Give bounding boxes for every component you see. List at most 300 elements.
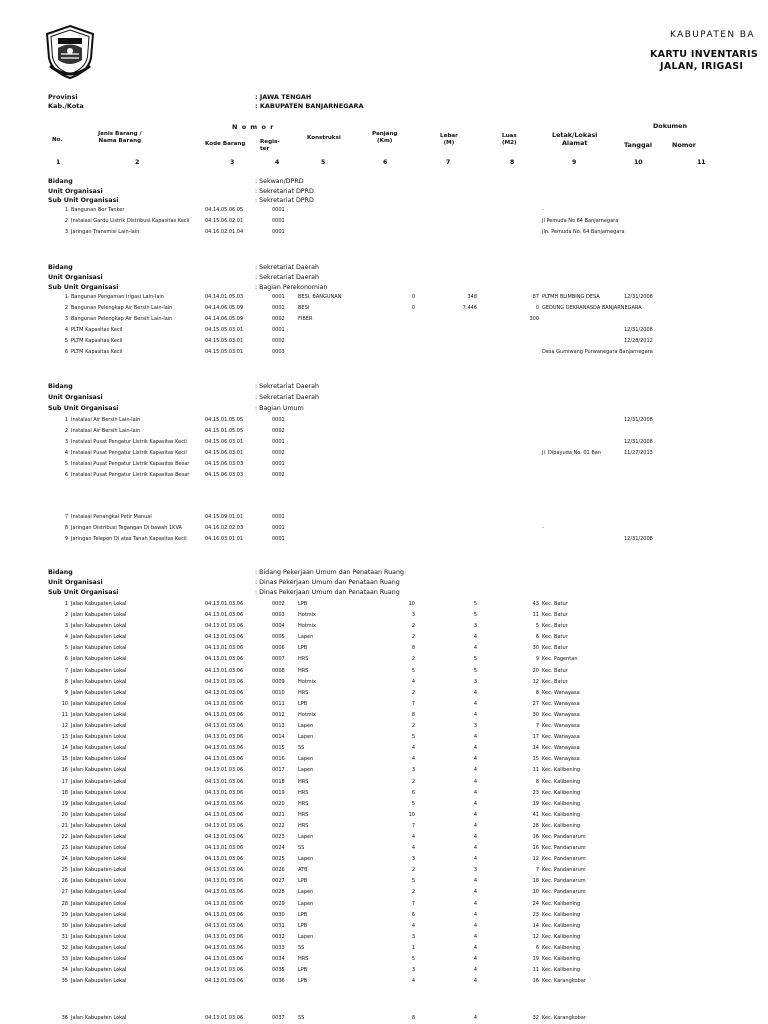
row-number: 26: [61, 878, 68, 885]
item-name: Jaringan Distribusi Tegangan Di bawah 1KVA: [71, 525, 182, 532]
location-address: Kec. Batur: [542, 601, 568, 607]
area-m2: 16: [532, 978, 539, 985]
item-name: Bangunan Pelengkap Air Bersih Lain-lain: [71, 305, 173, 312]
item-code: 04.13.01.03.06: [205, 811, 244, 818]
length-km: 2: [411, 889, 415, 896]
table-row: [0, 788, 768, 799]
col-header-register: Regis- ter: [260, 139, 280, 152]
item-name: Jalan Kabupaten Lokal: [71, 778, 127, 785]
item-name: Bangunan Pengaman Irigasi Lain-lain: [71, 294, 164, 300]
document-date: 11/27/2013: [624, 450, 653, 457]
location-address: Kec. Kalibening: [542, 767, 581, 774]
item-name: Jalan Kabupaten Lokal: [71, 645, 127, 652]
register-number: 0035: [272, 967, 285, 974]
length-km: 7: [411, 822, 415, 829]
item-name: Jalan Kabupaten Lokal: [71, 789, 127, 796]
register-number: 0001: [272, 294, 285, 300]
location-address: Kec. Kalibening: [542, 778, 581, 785]
table-row: [0, 821, 768, 832]
row-number: 29: [61, 911, 68, 918]
length-km: 4: [411, 756, 415, 763]
unit-organisasi-value: : Sekretariat Daerah: [255, 394, 319, 401]
location-address: Kec. Pagentan: [542, 656, 578, 663]
width-m: 4: [473, 789, 477, 796]
item-name: Instalasi Penangkal Petir Manual: [71, 514, 152, 520]
row-number: 1: [64, 207, 68, 213]
register-number: 0002: [272, 338, 285, 345]
item-name: PLTM Kapasitas Kecil: [71, 349, 123, 356]
bidang-value: : Bidang Pekerjaan Umum dan Penataan Ruang: [255, 569, 404, 576]
construction: HRS: [298, 789, 309, 796]
register-number: 0031: [272, 922, 285, 929]
location-address: Kec. Batur: [542, 623, 568, 630]
item-code: 04.13.01.03.06: [205, 889, 244, 896]
area-m2: 32: [532, 1015, 539, 1021]
item-code: 04.15.06.03.01: [205, 439, 244, 446]
construction: HRS: [298, 811, 309, 818]
item-name: Jaringan Telepon Di atas Tanah Kapasitas Kecil: [71, 536, 187, 543]
register-number: 0037: [272, 1015, 285, 1021]
register-number: 0020: [272, 800, 285, 807]
row-number: 1: [64, 601, 68, 607]
length-km: 8: [411, 711, 415, 718]
item-code: 04.13.01.03.06: [205, 845, 244, 852]
area-m2: 11: [532, 767, 539, 774]
location-address: Kec. Kalibening: [542, 900, 581, 907]
organization-name: KABUPATEN BA: [670, 30, 755, 40]
item-code: 04.13.01.03.06: [205, 978, 244, 985]
item-name: Jalan Kabupaten Lokal: [71, 978, 127, 985]
item-name: Instalasi Pusat Pengatur Listrik Kapasitas Besar: [71, 461, 190, 468]
item-name: Jalan Kabupaten Lokal: [71, 967, 127, 974]
area-m2: 19: [532, 956, 539, 962]
table-row: [0, 843, 768, 854]
area-m2: 14: [532, 922, 539, 929]
item-code: 04.13.01.03.06: [205, 800, 244, 807]
item-code: 04.13.01.03.06: [205, 634, 244, 641]
area-m2: 5: [535, 623, 539, 630]
table-row: [0, 1013, 768, 1024]
item-name: Jalan Kabupaten Lokal: [71, 867, 127, 874]
register-number: 0001: [272, 514, 285, 520]
row-number: 6: [64, 349, 68, 356]
item-code: 04.16.02.01.04: [205, 229, 244, 236]
row-number: 32: [61, 944, 68, 951]
unit-organisasi-label: Unit Organisasi: [48, 579, 103, 586]
register-number: 0029: [272, 900, 285, 907]
table-row: [0, 910, 768, 921]
row-number: 35: [61, 978, 68, 985]
length-km: 5: [411, 878, 415, 885]
item-name: Jalan Kabupaten Lokal: [71, 612, 127, 619]
register-number: 0002: [272, 428, 285, 435]
width-m: 4: [473, 845, 477, 852]
row-number: 9: [64, 689, 68, 696]
construction: LPB: [298, 601, 308, 607]
table-row: [0, 415, 768, 426]
location-address: Kec. Wanayasa: [542, 745, 580, 752]
row-number: 7: [64, 514, 68, 520]
item-code: 04.13.01.03.06: [205, 700, 244, 707]
item-code: 04.13.01.03.06: [205, 933, 244, 940]
item-code: 04.13.01.03.06: [205, 667, 244, 674]
row-number: 1: [64, 417, 68, 423]
table-row: [0, 448, 768, 459]
table-row: [0, 654, 768, 665]
length-km: 3: [411, 767, 415, 774]
item-code: 04.13.01.03.06: [205, 956, 244, 962]
table-row: [0, 765, 768, 776]
row-number: 5: [64, 338, 68, 345]
table-row: [0, 732, 768, 743]
dokumen-group-header: Dokumen: [653, 122, 688, 130]
location-address: Kec. Pandanarum: [542, 845, 586, 852]
item-name: Jalan Kabupaten Lokal: [71, 811, 127, 818]
width-m: 7,446: [462, 305, 477, 312]
width-m: 4: [473, 933, 477, 940]
construction: HRS: [298, 656, 309, 663]
register-number: 0026: [272, 867, 285, 874]
length-km: 2: [411, 634, 415, 641]
item-name: Jalan Kabupaten Lokal: [71, 623, 127, 630]
item-code: 04.13.01.03.06: [205, 967, 244, 974]
row-number: 3: [64, 316, 68, 323]
item-name: PLTM Kapasitas Kecil: [71, 338, 123, 345]
document-date: 12/31/2008: [624, 294, 653, 300]
item-code: 04.15.01.05.05: [205, 428, 244, 435]
area-m2: 8: [535, 778, 539, 785]
length-km: 2: [411, 689, 415, 696]
unit-organisasi-value: : Sekretariat Daerah: [255, 274, 319, 281]
col-header-no: No.: [52, 137, 63, 143]
width-m: 4: [473, 711, 477, 718]
area-m2: 30: [532, 711, 539, 718]
bidang-value: : Sekwan/DPRD: [255, 178, 304, 185]
item-code: 04.13.01.03.06: [205, 1015, 244, 1021]
row-number: 21: [61, 822, 68, 829]
register-number: 0001: [272, 229, 285, 236]
width-m: 4: [473, 978, 477, 985]
register-number: 0001: [272, 417, 285, 423]
row-number: 11: [61, 711, 68, 718]
column-number: 6: [383, 159, 388, 166]
item-code: 04.13.01.03.06: [205, 645, 244, 652]
table-row: [0, 227, 768, 238]
location-address: Kec. Kalibening: [542, 944, 581, 951]
sub-unit-value: : Dinas Pekerjaan Umum dan Penataan Ruang: [255, 589, 400, 596]
item-name: Jalan Kabupaten Lokal: [71, 889, 127, 896]
item-name: Jalan Kabupaten Lokal: [71, 845, 127, 852]
provinsi-label: Provinsi: [48, 93, 78, 101]
item-name: Jalan Kabupaten Lokal: [71, 933, 127, 940]
register-number: 0030: [272, 911, 285, 918]
construction: Hotmix: [298, 612, 316, 619]
width-m: 5: [473, 656, 477, 663]
length-km: 5: [411, 667, 415, 674]
area-m2: 19: [532, 800, 539, 807]
item-name: Jalan Kabupaten Lokal: [71, 756, 127, 763]
register-number: 0016: [272, 756, 285, 763]
table-row: [0, 643, 768, 654]
item-name: Jalan Kabupaten Lokal: [71, 856, 127, 863]
sub-unit-value: : Sekretariat DPRD: [255, 197, 314, 204]
item-code: 04.13.01.03.06: [205, 623, 244, 630]
area-m2: 17: [532, 734, 539, 741]
inventory-rows: [0, 512, 768, 545]
construction: SS: [298, 845, 305, 852]
row-number: 2: [64, 428, 68, 435]
item-code: 04.13.01.03.06: [205, 656, 244, 663]
col-header-tanggal: Tanggal: [624, 141, 653, 149]
row-number: 14: [61, 745, 68, 752]
length-km: 8: [411, 645, 415, 652]
construction: SS: [298, 1015, 305, 1021]
row-number: 24: [61, 856, 68, 863]
item-code: 04.15.01.05.05: [205, 417, 244, 423]
length-km: 4: [411, 745, 415, 752]
area-m2: 24: [532, 900, 539, 907]
table-row: [0, 610, 768, 621]
width-m: 4: [473, 922, 477, 929]
item-name: Instalasi Air Bersih Lain-lain: [71, 428, 141, 435]
item-name: Jalan Kabupaten Lokal: [71, 822, 127, 829]
item-name: Jalan Kabupaten Lokal: [71, 944, 127, 951]
row-number: 2: [64, 612, 68, 619]
width-m: 5: [473, 667, 477, 674]
col-header-letak: Letak/Lokasi Alamat: [552, 131, 598, 147]
table-row: [0, 943, 768, 954]
width-m: 4: [473, 889, 477, 896]
width-m: 4: [473, 778, 477, 785]
table-row: [0, 292, 768, 303]
col-header-konstruksi: Konstruksi: [307, 135, 341, 141]
table-row: [0, 976, 768, 987]
area-m2: 12: [532, 678, 539, 685]
col-header-kode-barang: Kode Barang: [205, 141, 246, 147]
item-code: 04.15.06.03.03: [205, 461, 244, 468]
area-m2: 12: [532, 933, 539, 940]
length-km: 0: [411, 294, 415, 300]
item-name: Jalan Kabupaten Lokal: [71, 634, 127, 641]
location-address: Kec. Wanayasa: [542, 734, 580, 741]
item-code: 04.13.01.03.06: [205, 922, 244, 929]
item-code: 04.13.01.03.06: [205, 601, 244, 607]
width-m: 4: [473, 833, 477, 840]
location-address: Kec. Kalibening: [542, 933, 581, 940]
row-number: 8: [64, 525, 68, 532]
sub-unit-value: : Bagian Umum: [255, 405, 304, 412]
width-m: 4: [473, 800, 477, 807]
row-number: 3: [64, 623, 68, 630]
item-name: Jalan Kabupaten Lokal: [71, 734, 127, 741]
register-number: 0028: [272, 889, 285, 896]
table-row: [0, 459, 768, 470]
item-name: Jalan Kabupaten Lokal: [71, 767, 127, 774]
item-name: Jalan Kabupaten Lokal: [71, 711, 127, 718]
length-km: 4: [411, 678, 415, 685]
row-number: 1: [64, 294, 68, 300]
width-m: 4: [473, 900, 477, 907]
column-number: 8: [510, 159, 515, 166]
item-code: 04.14.06.05.09: [205, 305, 244, 312]
row-number: 8: [64, 678, 68, 685]
register-number: 0001: [272, 461, 285, 468]
construction: HRS: [298, 667, 309, 674]
length-km: 5: [411, 800, 415, 807]
register-number: 0001: [272, 305, 285, 312]
construction: LPB: [298, 645, 308, 652]
item-name: Jalan Kabupaten Lokal: [71, 922, 127, 929]
register-number: 0008: [272, 667, 285, 674]
row-number: 5: [64, 645, 68, 652]
register-number: 0013: [272, 723, 285, 730]
construction: Lapen: [298, 767, 314, 774]
table-row: [0, 754, 768, 765]
table-row: [0, 534, 768, 545]
construction: Hotmix: [298, 623, 316, 630]
area-m2: 15: [532, 756, 539, 763]
location-address: Kec. Kalibening: [542, 811, 581, 818]
provinsi-value: : JAWA TENGAH: [255, 93, 312, 101]
length-km: 2: [411, 867, 415, 874]
section-bagian-umum: [0, 383, 768, 419]
bidang-value: : Sekretariat Daerah: [255, 264, 319, 271]
table-row: [0, 512, 768, 523]
area-m2: 12: [532, 856, 539, 863]
length-km: 3: [411, 612, 415, 619]
register-number: 0017: [272, 767, 285, 774]
table-row: [0, 426, 768, 437]
table-row: [0, 632, 768, 643]
row-number: 23: [61, 845, 68, 852]
item-name: Jalan Kabupaten Lokal: [71, 700, 127, 707]
inventory-rows: [0, 599, 768, 987]
width-m: 4: [473, 878, 477, 885]
width-m: 4: [473, 856, 477, 863]
location-address: Kec. Wanayasa: [542, 723, 580, 730]
bidang-label: Bidang: [48, 383, 73, 390]
construction: Hotmix: [298, 678, 316, 685]
item-code: 04.13.01.03.06: [205, 822, 244, 829]
item-code: 04.13.01.03.06: [205, 778, 244, 785]
register-number: 0001: [272, 525, 285, 532]
area-m2: 6: [535, 944, 539, 951]
table-row: [0, 336, 768, 347]
row-number: 2: [64, 305, 68, 312]
location-address: Kec. Pandanarum: [542, 889, 586, 896]
column-number: 2: [135, 159, 140, 166]
table-row: [0, 887, 768, 898]
row-number: 4: [64, 327, 68, 334]
register-number: 0033: [272, 944, 285, 951]
unit-organisasi-value: : Dinas Pekerjaan Umum dan Penataan Ruang: [255, 579, 400, 586]
area-m2: 11: [532, 967, 539, 974]
row-number: 33: [61, 956, 68, 962]
item-code: 04.15.05.03.01: [205, 349, 244, 356]
sub-unit-label: Sub Unit Organisasi: [48, 589, 119, 596]
item-code: 04.13.01.03.06: [205, 911, 244, 918]
table-row: [0, 777, 768, 788]
construction: HRS: [298, 778, 309, 785]
table-row: [0, 721, 768, 732]
length-km: 4: [411, 922, 415, 929]
register-number: 0025: [272, 856, 285, 863]
document-date: 12/28/2012: [624, 338, 653, 345]
item-code: 04.13.01.03.06: [205, 745, 244, 752]
col-header-jenis-barang: Jenis Barang / Nama Barang: [98, 131, 142, 144]
table-row: [0, 854, 768, 865]
area-m2: 7: [535, 723, 539, 730]
col-header-panjang: Panjang (Km): [372, 131, 398, 144]
item-name: Instalasi Gardu Listrik Distribusi Kapasitas Kecil: [71, 218, 190, 225]
construction: Lapen: [298, 889, 314, 896]
width-m: 4: [473, 944, 477, 951]
row-number: 10: [61, 700, 68, 707]
row-number: 4: [64, 450, 68, 457]
width-m: 4: [473, 745, 477, 752]
location-address: Kec. Wanayasa: [542, 689, 580, 696]
location-address: Kec. Wanayasa: [542, 756, 580, 763]
item-name: Jalan Kabupaten Lokal: [71, 667, 127, 674]
location-address: Kec. Batur: [542, 612, 568, 619]
item-name: Instalasi Pusat Pengatur Listrik Kapasitas Kecil: [71, 450, 187, 457]
table-row: [0, 865, 768, 876]
row-number: 5: [64, 461, 68, 468]
kabupaten-label: Kab./Kota: [48, 102, 84, 110]
row-number: 12: [61, 723, 68, 730]
construction: Lapen: [298, 734, 314, 741]
item-code: 04.15.09.01.01: [205, 514, 244, 520]
location-address: Kec. Batur: [542, 634, 568, 641]
item-name: Instalasi Pusat Pengatur Listrik Kapasitas Besar: [71, 472, 190, 479]
width-m: 4: [473, 734, 477, 741]
column-number: 1: [56, 159, 61, 166]
item-code: 04.13.01.03.06: [205, 900, 244, 907]
item-code: 04.13.01.03.06: [205, 867, 244, 874]
bidang-label: Bidang: [48, 569, 73, 576]
length-km: 3: [411, 967, 415, 974]
area-m2: 27: [532, 700, 539, 707]
row-number: 30: [61, 922, 68, 929]
area-m2: 30: [532, 645, 539, 652]
construction: BESI: [298, 305, 310, 312]
column-number: 5: [321, 159, 326, 166]
area-m2: 7: [535, 867, 539, 874]
length-km: 7: [411, 700, 415, 707]
register-number: 0036: [272, 978, 285, 985]
location-address: Desa Gumiwang Purwanegara Banjarnegara: [542, 349, 653, 356]
location-address: Jln. Pemuda No. 64 Banjarnegara: [542, 229, 625, 236]
row-number: 19: [61, 800, 68, 807]
location-address: Kec. Karangkobar: [542, 978, 586, 985]
width-m: 4: [473, 767, 477, 774]
register-number: 0005: [272, 634, 285, 641]
row-number: 17: [61, 778, 68, 785]
length-km: 3: [411, 856, 415, 863]
inventory-rows: [0, 1013, 768, 1024]
item-code: 04.13.01.03.06: [205, 767, 244, 774]
register-number: 0023: [272, 833, 285, 840]
register-number: 0002: [272, 472, 285, 479]
row-number: 3: [64, 229, 68, 236]
table-row: [0, 325, 768, 336]
item-name: Jalan Kabupaten Lokal: [71, 911, 127, 918]
table-row: [0, 799, 768, 810]
location-address: Kec. Karangkobar: [542, 1015, 586, 1021]
construction: HRS: [298, 822, 309, 829]
document-title: KARTU INVENTARIS: [650, 49, 758, 60]
width-m: 4: [473, 689, 477, 696]
